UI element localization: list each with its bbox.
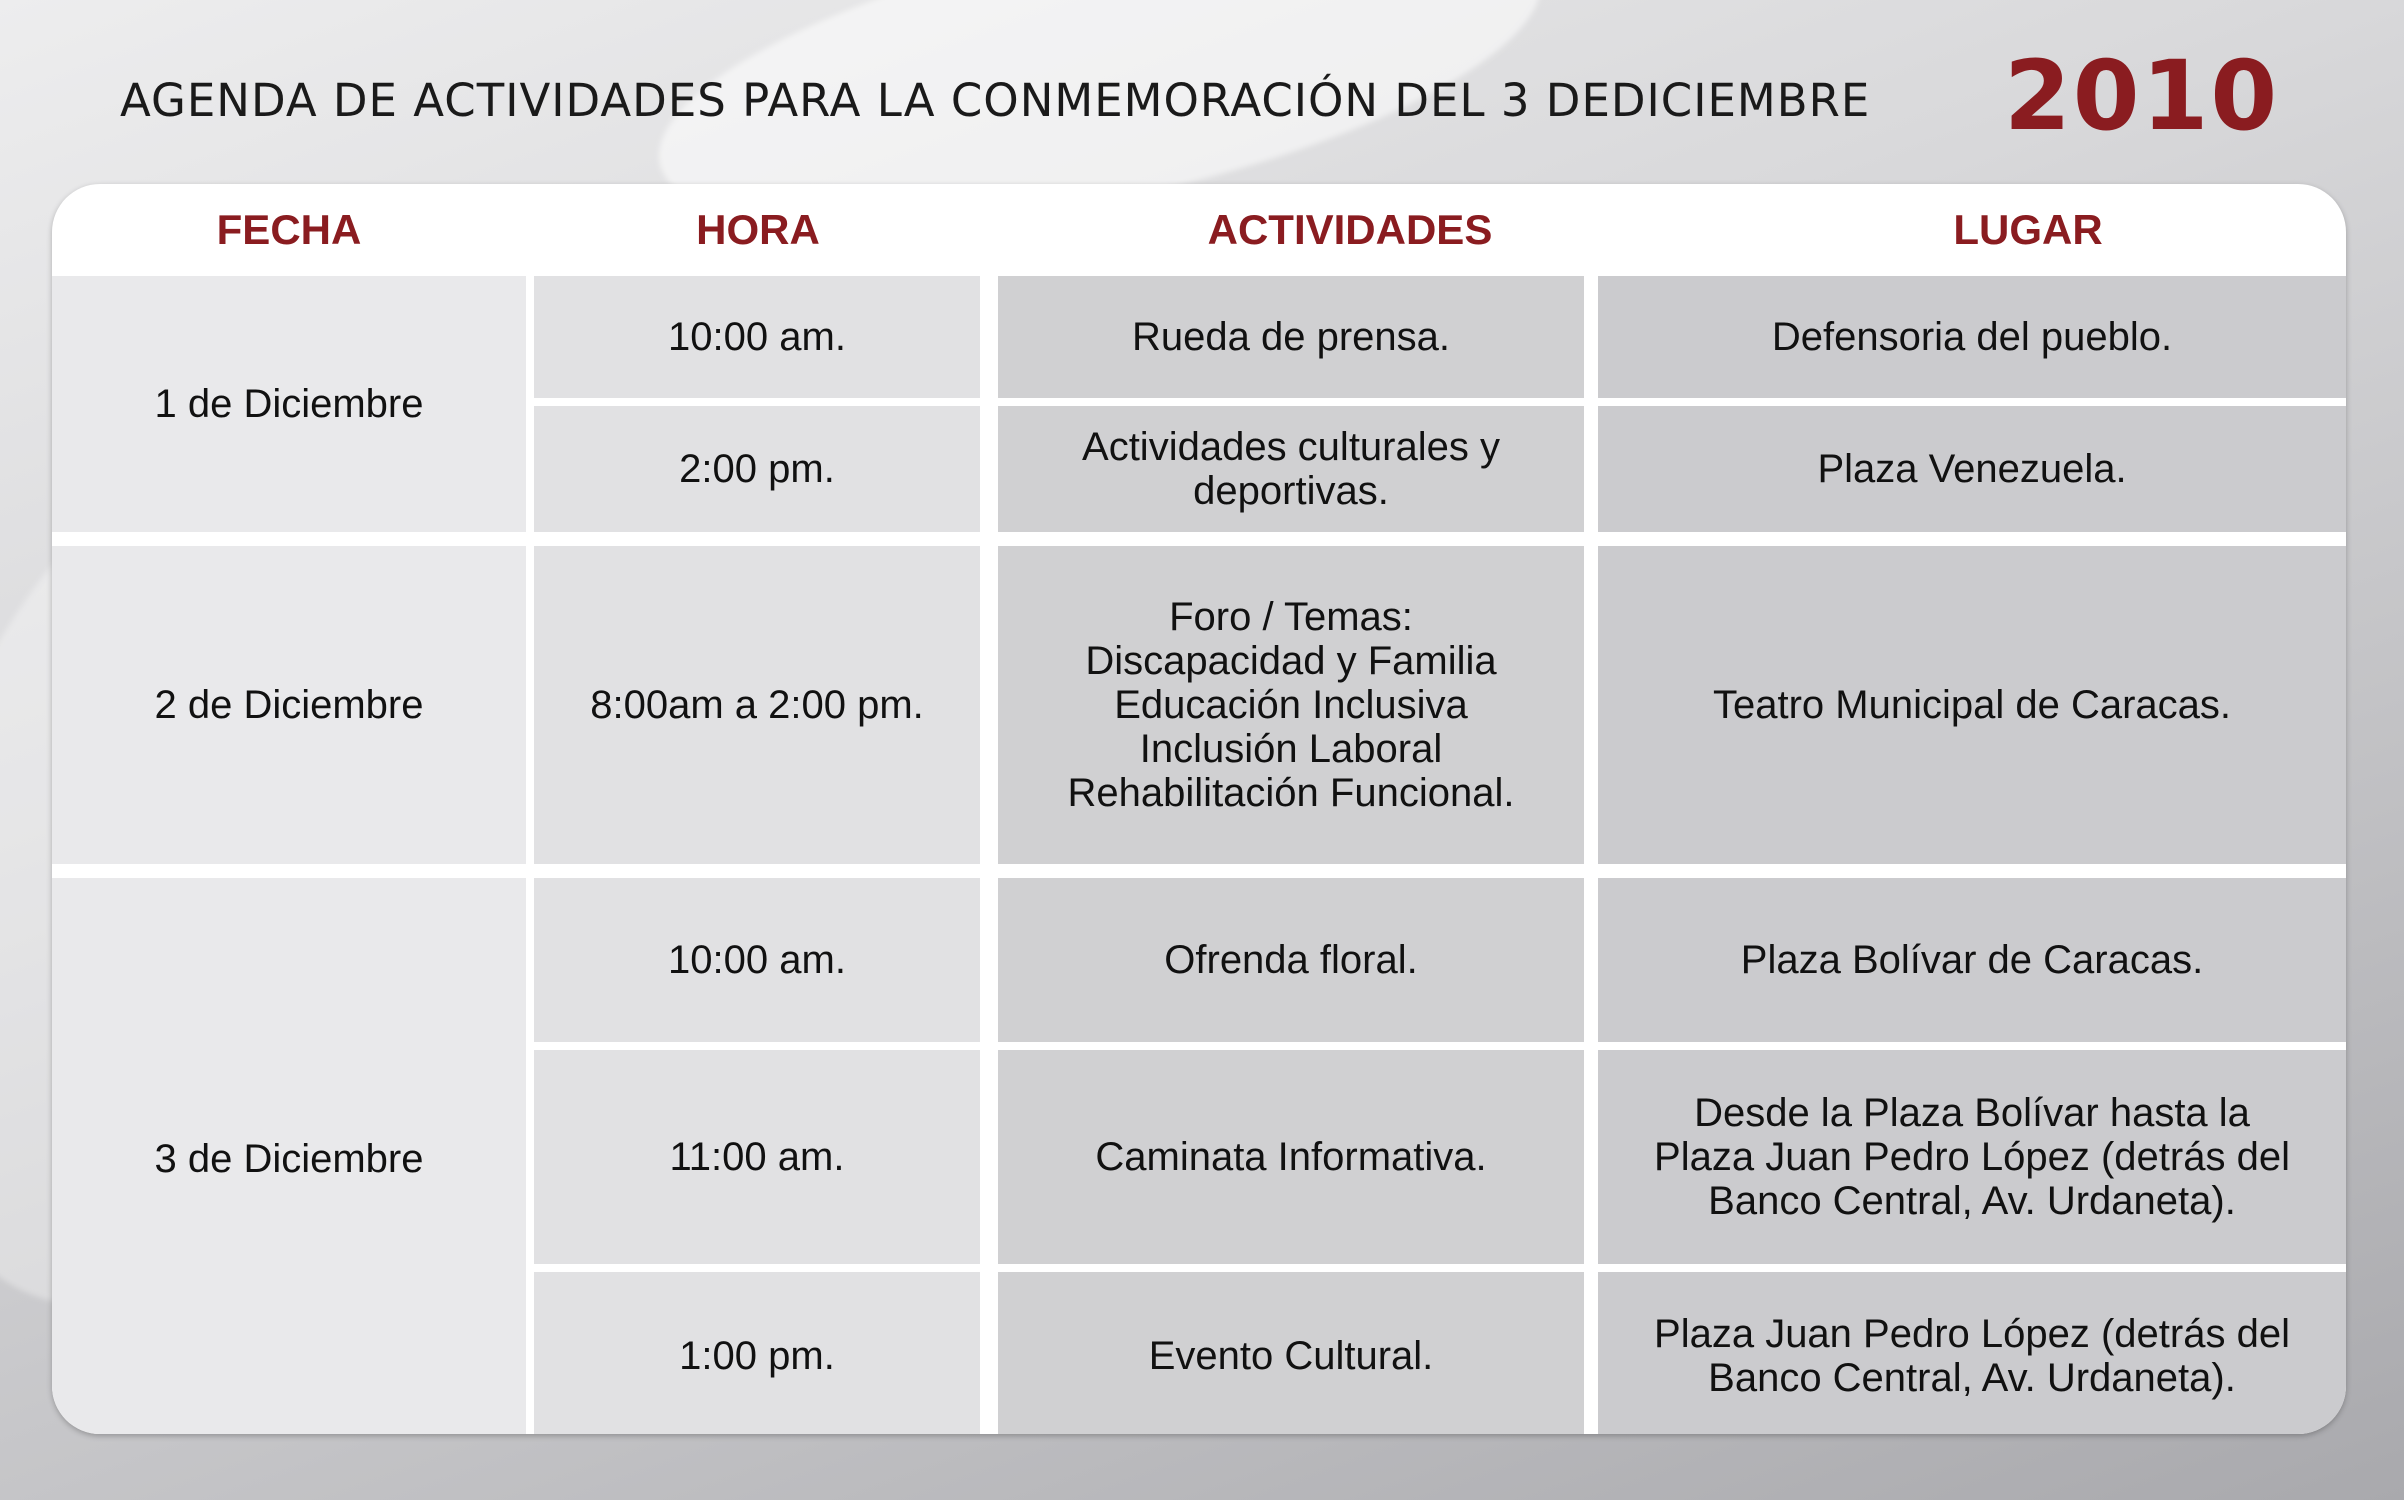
hora-cell: 10:00 am. [534,276,980,398]
lugar-cell: Plaza Venezuela. [1598,406,2346,532]
header-lugar: LUGAR [1953,206,2103,253]
actividad-cell: Ofrenda floral. [998,878,1584,1042]
hora-cell: 2:00 pm. [534,406,980,532]
actividad-cell: Rueda de prensa. [998,276,1584,398]
fecha-cell: 1 de Diciembre [52,276,526,532]
lugar-cell: Desde la Plaza Bolívar hasta la Plaza Juan Pedro López (detrás del Banco Central, Av. Urdaneta). [1598,1050,2346,1264]
lugar-cell: Plaza Bolívar de Caracas. [1598,878,2346,1042]
fecha-cell: 3 de Diciembre [52,878,526,1434]
actividad-cell: Actividades culturales y deportivas. [998,406,1584,532]
actividad-cell: Evento Cultural. [998,1272,1584,1434]
hora-cell: 11:00 am. [534,1050,980,1264]
header-hora: HORA [696,206,820,253]
actividad-cell: Foro / Temas: Discapacidad y Familia Educación Inclusiva Inclusión Laboral Rehabilitación Funcional. [998,546,1584,864]
hora-cell: 10:00 am. [534,878,980,1042]
hora-cell: 8:00am a 2:00 pm. [534,546,980,864]
fecha-cell: 2 de Diciembre [52,546,526,864]
agenda-title: AGENDA DE ACTIVIDADES PARA LA CONMEMORACIÓN DEL 3 DEDICIEMBRE [120,74,1871,127]
agenda-year: 2010 [2004,40,2280,152]
header-actividades: ACTIVIDADES [1207,206,1493,253]
hora-cell: 1:00 pm. [534,1272,980,1434]
agenda-table [52,184,2346,1434]
header-fecha: FECHA [216,206,362,253]
lugar-cell: Plaza Juan Pedro López (detrás del Banco Central, Av. Urdaneta). [1598,1272,2346,1434]
actividad-cell: Caminata Informativa. [998,1050,1584,1264]
lugar-cell: Teatro Municipal de Caracas. [1598,546,2346,864]
lugar-cell: Defensoria del pueblo. [1598,276,2346,398]
